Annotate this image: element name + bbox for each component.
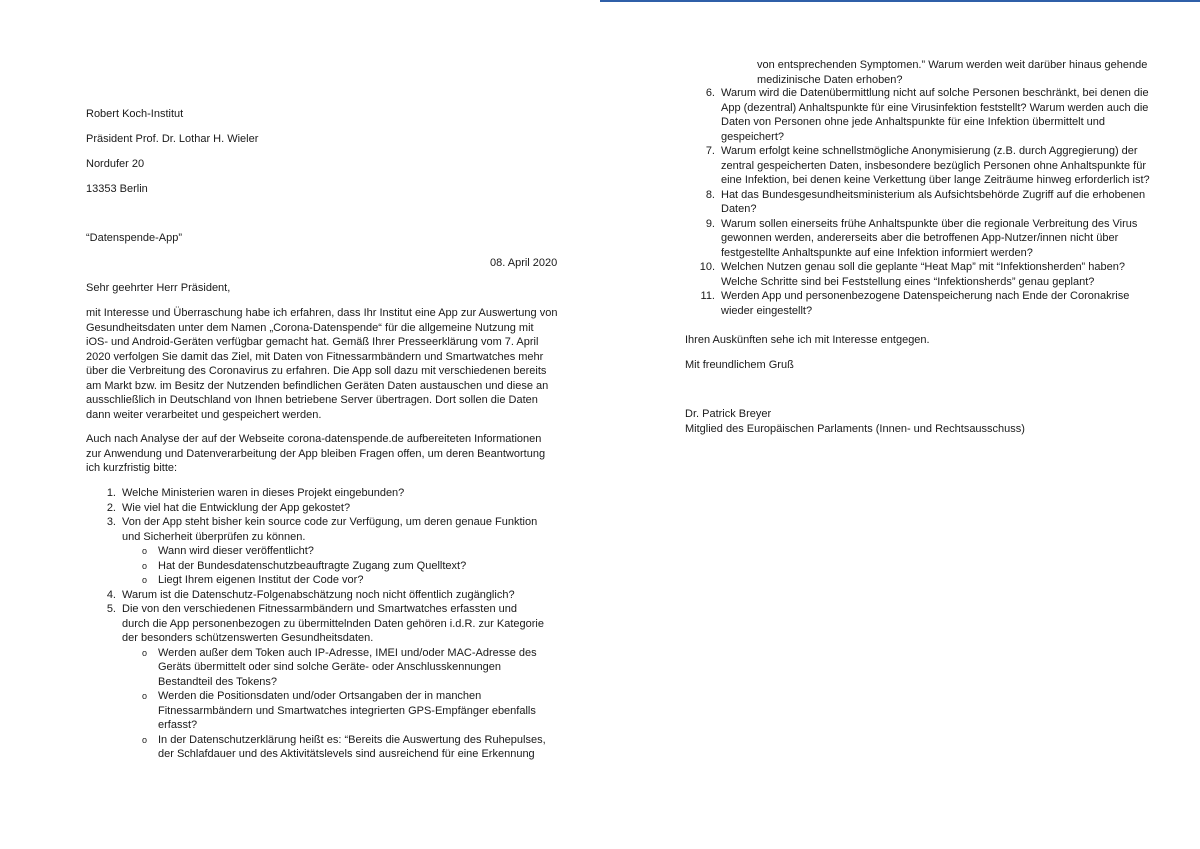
question-item	[86, 501, 546, 516]
page-separator-line	[600, 0, 1200, 2]
question-number: 3.	[106, 516, 116, 528]
sub-question-item	[122, 646, 546, 690]
sub-question-item	[122, 689, 546, 733]
question-text: Welche Ministerien waren in dieses Projekt eingebunden?	[122, 487, 405, 499]
question-text: Die von den verschiedenen Fitnessarmbändern und Smartwatches erfassten und durch die App personenbezogen zu übermittelnden Daten gehören i.d.R. zur Kategorie der besonders schützenswerten Gesundheitsdaten.	[122, 603, 544, 644]
question-item	[86, 486, 546, 501]
question-text: Von der App steht bisher kein source code zur Verfügung, um deren genaue Funktion und Sicherheit überprüfen zu können.	[122, 516, 538, 543]
question-number: 4.	[106, 588, 116, 601]
bullet-icon: o	[142, 546, 148, 556]
bullet-icon: o	[142, 647, 148, 658]
question-number: 11.	[700, 290, 715, 302]
sub-question-text: Werden die Positionsdaten und/oder Ortsangaben der in manchen Fitnessarmbändern und Smartwatches integrierten GPS-Empfänger ebenfalls erfasst?	[158, 690, 536, 731]
question-text: Welchen Nutzen genau soll die geplante “Heat Map” mit “Infektionsherden” haben? Welche Schritte sind bei Feststellung eines “Infektionsherds” genau geplant?	[721, 261, 1125, 288]
sub-question-text: Liegt Ihrem eigenen Institut der Code vor?	[158, 574, 364, 586]
question-item	[685, 289, 1157, 318]
recipient-city: 13353 Berlin	[86, 183, 148, 195]
subject-line: “Datenspende-App”	[86, 232, 183, 244]
recipient-street: Nordufer 20	[86, 158, 145, 170]
question-item	[685, 86, 1157, 144]
question-text: Werden App und personenbezogene Datenspeicherung nach Ende der Coronakrise wieder eingestellt?	[721, 290, 1130, 317]
questions-list-continued	[685, 86, 1157, 318]
question-number: 2.	[106, 501, 116, 514]
intro-paragraph: mit Interesse und Überraschung habe ich erfahren, dass Ihr Institut eine App zur Auswertung von Gesundheitsdaten unter dem Namen „Corona-Datenspende“ für die allgemeine Nutzung mit iOS- und Android-Geräten verfügbar gemacht hat. Gemäß Ihrer Presseerklärung vom 7. April 2020 verfolgen Sie damit das Ziel, mit Daten von Fitnessarmbändern und Smartwatches mehr über die Verbreitung des Coronavirus zu erfahren. Die App soll dazu mit verschiedenen bereits am Markt bzw. im Besitz der Nutzenden befindlichen Geräten Daten austauschen und diese an ausschließlich in Deutschland von Ihnen betriebene Server übertragen. Dort sollen die Daten dann weiter verarbeitet und gespeichert werden.	[86, 307, 558, 421]
sub-question-text: Hat der Bundesdatenschutzbeauftragte Zugang zum Quelltext?	[158, 559, 467, 572]
letter-date: 08. April 2020	[490, 257, 558, 269]
greeting: Mit freundlichem Gruß	[685, 359, 794, 371]
signature-title: Mitglied des Europäischen Parlaments (Innen- und Rechtsausschuss)	[685, 423, 1025, 435]
question-number: 1.	[106, 487, 116, 499]
sub-question-item	[122, 733, 546, 762]
sub-question-text: Wann wird dieser veröffentlicht?	[158, 545, 314, 557]
continued-text: von entsprechenden Symptomen.” Warum werden weit darüber hinaus gehende medizinische Daten erhoben?	[757, 59, 1148, 86]
question-number: 9.	[705, 217, 715, 230]
question-text: Warum erfolgt keine schnellstmögliche Anonymisierung (z.B. durch Aggregierung) der zentral gespeicherten Daten, insbesondere bezüglich Personen ohne Anhaltspunkte für eine Infektion, bei denen keine Verkettung über lange Zeiträume hinweg erforderlich ist?	[721, 145, 1150, 186]
question-item	[685, 144, 1157, 188]
sub-question-item	[122, 559, 546, 574]
sub-question-item	[122, 573, 546, 588]
bullet-icon: o	[142, 575, 148, 585]
closing-line: Ihren Auskünften sehe ich mit Interesse entgegen.	[685, 334, 930, 346]
question-text: Hat das Bundesgesundheitsministerium als Aufsichtsbehörde Zugriff auf die erhobenen Daten?	[721, 188, 1146, 215]
request-paragraph: Auch nach Analyse der auf der Webseite corona-datenspende.de aufbereiteten Informationen zur Anwendung und Datenverarbeitung der App bleiben Fragen offen, um deren Beantwortung ich kurzfristig bitte:	[86, 433, 546, 474]
question-item	[685, 188, 1157, 217]
sub-question-list	[122, 544, 546, 588]
bullet-icon: o	[142, 734, 148, 745]
question-item	[685, 260, 1157, 289]
question-number: 8.	[705, 188, 715, 201]
sub-question-text: Werden außer dem Token auch IP-Adresse, IMEI und/oder MAC-Adresse des Geräts übermittelt oder sind solche Geräte- oder Anschlusskennungen Bestandteil des Tokens?	[158, 646, 537, 688]
question-number: 7.	[705, 145, 715, 157]
question-item	[685, 217, 1157, 261]
sub-question-text: In der Datenschutzerklärung heißt es: “Bereits die Auswertung des Ruhepulses, der Schlafdauer und des Aktivitätslevels sind ausreichend für eine Erkennung	[158, 733, 546, 760]
recipient-institute: Robert Koch-Institut	[86, 108, 184, 120]
signature-name: Dr. Patrick Breyer	[685, 408, 772, 420]
question-item	[86, 602, 546, 762]
bullet-icon: o	[142, 691, 148, 701]
question-item	[86, 515, 546, 588]
question-text: Warum ist die Datenschutz-Folgenabschätzung noch nicht öffentlich zugänglich?	[122, 588, 515, 601]
salutation: Sehr geehrter Herr Präsident,	[86, 282, 231, 294]
question-number: 10.	[699, 261, 715, 273]
sub-question-list	[122, 646, 546, 762]
question-text: Warum wird die Datenübermittlung nicht auf solche Personen beschränkt, bei denen die App (dezentral) Anhaltspunkte für eine Virusinfektion feststellt? Warum werden auch die Daten von Personen ohne jede Anhaltspunkte für eine Infektion übermittelt und gespeichert?	[721, 87, 1149, 143]
questions-list	[86, 486, 546, 762]
question-text: Warum sollen einerseits frühe Anhaltspunkte über die regionale Verbreitung des Virus gewonnen werden, andererseits aber die betroffenen App-Nutzer/innen nicht über festgestellte Anhaltspunkte auf eine Infektion informiert werden?	[721, 217, 1138, 259]
recipient-name: Präsident Prof. Dr. Lothar H. Wieler	[86, 133, 259, 145]
sub-question-item	[122, 544, 546, 559]
question-number: 5.	[106, 603, 116, 615]
question-text: Wie viel hat die Entwicklung der App gekostet?	[122, 501, 351, 514]
question-item	[86, 588, 546, 603]
bullet-icon: o	[142, 560, 148, 571]
question-number: 6.	[705, 87, 715, 99]
